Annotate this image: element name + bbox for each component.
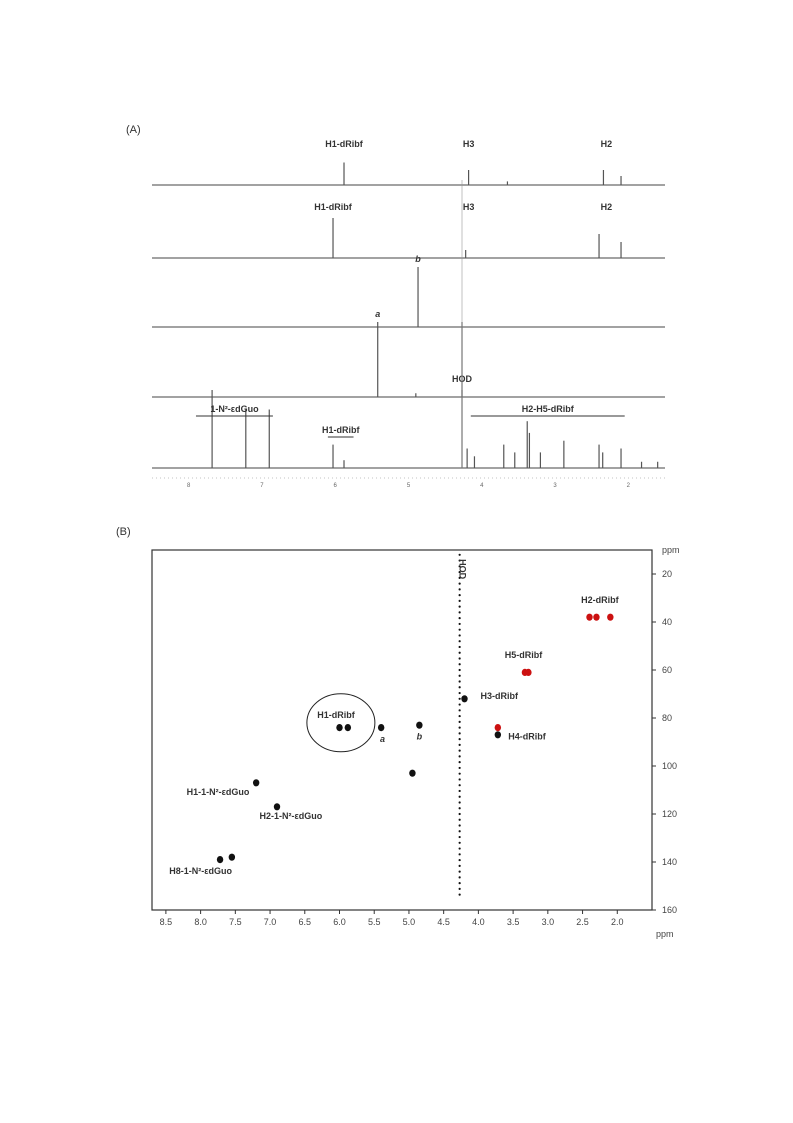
- x-tick-b-10: 3.5: [506, 917, 520, 927]
- annotation-8: H4-dRibf: [508, 731, 546, 742]
- x-tick-a-5: 3: [553, 483, 557, 489]
- hod-dot: [459, 882, 461, 884]
- y-tick-b-7: 160: [662, 905, 678, 915]
- h1-highlight-circle: [307, 694, 375, 752]
- hod-dot: [459, 669, 461, 671]
- y-tick-b-1: 40: [662, 617, 673, 627]
- trace-1-label-1: H1-dRibf: [325, 139, 363, 149]
- y-axis-unit: ppm: [662, 545, 680, 555]
- cross-peak-7: [495, 731, 501, 738]
- annotation-2: H2-dRibf: [581, 594, 619, 605]
- panel-b-label: (B): [116, 526, 131, 538]
- cross-peak-17: [229, 854, 235, 861]
- hod-dot: [459, 859, 461, 861]
- hod-dot: [459, 796, 461, 798]
- trace-2-label-1: H1-dRibf: [314, 202, 352, 212]
- x-tick-b-12: 2.5: [576, 917, 589, 927]
- hod-dot: [459, 778, 461, 780]
- hod-dot: [459, 594, 461, 596]
- x-tick-b-5: 6.0: [333, 917, 346, 927]
- hod-dot: [459, 807, 461, 809]
- y-tick-b-2: 60: [662, 665, 673, 675]
- x-tick-b-4: 6.5: [298, 917, 312, 927]
- hod-dot: [459, 680, 461, 682]
- trace-3-label-1: b: [415, 254, 421, 264]
- hod-dot: [459, 611, 461, 613]
- hod-dot: [459, 801, 461, 803]
- hod-dot: [459, 588, 461, 590]
- cross-peak-11: [378, 724, 384, 731]
- hod-dot: [459, 640, 461, 642]
- x-tick-b-6: 5.5: [367, 917, 381, 927]
- x-tick-b-7: 5.0: [402, 917, 416, 927]
- hod-dot: [459, 657, 461, 659]
- hod-dot: [459, 894, 461, 896]
- hod-dot: [459, 888, 461, 890]
- hod-dot: [459, 606, 461, 608]
- hod-dot: [459, 767, 461, 769]
- trace-1: [152, 139, 665, 185]
- trace-5: [152, 374, 665, 468]
- hod-dot: [459, 663, 461, 665]
- trace-2: [152, 202, 665, 258]
- x-tick-a-2: 6: [333, 483, 337, 489]
- cross-peak-16: [217, 856, 223, 863]
- cross-peak-3: [607, 614, 613, 621]
- range-label-3: H2-H5-dRibf: [521, 404, 574, 414]
- hod-dot: [459, 790, 461, 792]
- hod-dot: [459, 847, 461, 849]
- panel-a-stacked-spectra: [0, 0, 793, 520]
- cross-peak-1: [586, 614, 592, 621]
- trace-2-label-2: H3: [462, 202, 475, 212]
- hod-dot: [459, 600, 461, 602]
- trace-5-label-1: HOD: [451, 374, 472, 384]
- hod-dot: [459, 738, 461, 740]
- plot-frame: [152, 550, 652, 910]
- annotation-9: H1-1-N²-εdGuo: [186, 786, 250, 797]
- hod-dot: [459, 732, 461, 734]
- hod-dot: [459, 773, 461, 775]
- hod-dot: [459, 784, 461, 786]
- hod-dot: [459, 824, 461, 826]
- hod-dot: [459, 842, 461, 844]
- hod-dot: [459, 686, 461, 688]
- x-tick-b-13: 2.0: [611, 917, 624, 927]
- hod-dot: [459, 623, 461, 625]
- y-tick-b-6: 140: [662, 857, 678, 867]
- panel-b-hsqc-spectrum: [0, 530, 793, 970]
- x-tick-a-1: 7: [260, 483, 264, 489]
- cross-peak-8: [495, 724, 501, 731]
- hod-dot: [459, 813, 461, 815]
- hod-dot: [459, 715, 461, 717]
- hod-dot: [459, 871, 461, 873]
- cross-peak-14: [253, 779, 259, 786]
- x-tick-a-6: 2: [626, 483, 631, 489]
- hod-dot: [459, 744, 461, 746]
- hod-dot: [459, 617, 461, 619]
- hod-dot: [459, 876, 461, 878]
- trace-4: [152, 309, 665, 397]
- x-tick-b-9: 4.0: [472, 917, 485, 927]
- y-tick-b-3: 80: [662, 713, 673, 723]
- panel-a-label: (A): [126, 124, 141, 136]
- hod-dot: [459, 692, 461, 694]
- range-label-2: H1-dRibf: [321, 425, 360, 435]
- annotation-10: H2-1-N²-εdGuo: [259, 810, 323, 821]
- x-tick-b-11: 3.0: [541, 917, 555, 927]
- cross-peak-12: [416, 722, 422, 729]
- annotation-7: b: [416, 731, 423, 742]
- hod-dot: [459, 727, 461, 729]
- hod-dot: [459, 675, 461, 677]
- x-tick-b-8: 4.5: [437, 917, 450, 927]
- x-tick-a-4: 4: [480, 483, 484, 489]
- y-tick-b-5: 120: [662, 809, 678, 819]
- cross-peak-6: [461, 695, 467, 702]
- y-tick-b-4: 100: [662, 761, 678, 771]
- hod-dot: [459, 830, 461, 832]
- cross-peak-15: [274, 803, 280, 810]
- hod-dot: [459, 865, 461, 867]
- hod-dot: [459, 698, 461, 700]
- annotation-1: HOD: [457, 559, 468, 580]
- annotation-11: H8-1-N²-εdGuo: [169, 866, 232, 876]
- hod-dot: [459, 583, 461, 585]
- x-tick-b-0: 8.5: [159, 917, 173, 927]
- hod-dot: [459, 634, 461, 636]
- cross-peak-13: [409, 770, 415, 777]
- x-tick-b-3: 7.0: [263, 917, 277, 927]
- hod-dot: [459, 853, 461, 855]
- cross-peak-9: [336, 724, 342, 731]
- hod-dot: [459, 554, 461, 556]
- hod-dot: [459, 721, 461, 723]
- x-tick-a-0: 8: [186, 483, 191, 489]
- hod-dot: [459, 703, 461, 705]
- y-tick-b-0: 20: [662, 569, 673, 579]
- range-label-1: 1-N²-εdGuo: [210, 404, 259, 414]
- trace-1-label-3: H2: [600, 139, 613, 149]
- annotation-3: H5-dRibf: [504, 650, 543, 660]
- trace-2-label-3: H2: [600, 202, 613, 212]
- x-tick-b-2: 7.5: [229, 917, 242, 927]
- cross-peak-10: [345, 724, 351, 731]
- x-tick-b-1: 8.0: [194, 917, 207, 927]
- hod-dot: [459, 750, 461, 752]
- trace-1-label-2: H3: [462, 139, 475, 149]
- hod-dot: [459, 819, 461, 821]
- hod-dot: [459, 629, 461, 631]
- cross-peak-2: [593, 614, 599, 621]
- hod-dot: [459, 836, 461, 838]
- hod-dot: [459, 755, 461, 757]
- hod-dot: [459, 709, 461, 711]
- trace-4-label-1: a: [375, 309, 381, 319]
- x-axis-unit: ppm: [656, 929, 674, 939]
- trace-3: [152, 254, 665, 327]
- x-tick-a-3: 5: [406, 483, 411, 489]
- annotation-6: a: [380, 734, 386, 744]
- hod-dot: [459, 761, 461, 763]
- cross-peak-5: [525, 669, 531, 676]
- annotation-5: H1-dRibf: [317, 710, 355, 720]
- hod-dot: [459, 646, 461, 648]
- annotation-4: H3-dRibf: [480, 690, 518, 701]
- hod-dot: [459, 652, 461, 654]
